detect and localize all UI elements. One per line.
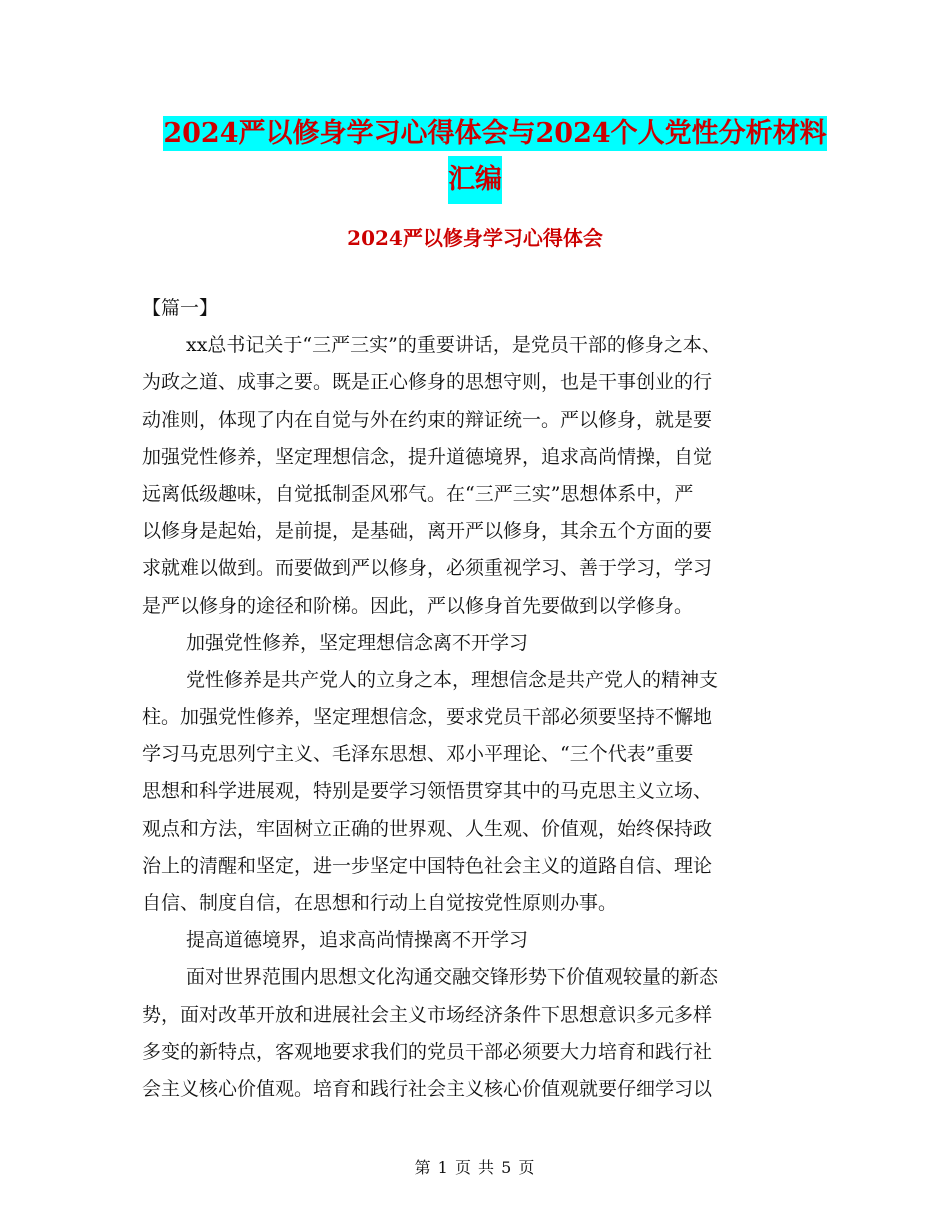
paragraph-line: 【篇一】 — [142, 297, 219, 319]
paragraph-line: 求就难以做到。而要做到严以修身，必须重视学习、善于学习，学习 — [142, 557, 713, 580]
paragraph-line: 思想和科学进展观，特别是要学习领悟贯穿其中的马克思主义立场、 — [142, 780, 713, 803]
paragraph-line: 观点和方法，牢固树立正确的世界观、人生观、价值观，始终保持政 — [142, 817, 713, 840]
paragraph-line: 柱。加强党性修养，坚定理想信念，要求党员干部必须要坚持不懈地 — [142, 706, 713, 729]
paragraph-line: 自信、制度自信，在思想和行动上自觉按党性原则办事。 — [142, 892, 618, 914]
paragraph-line: 提高道德境界，追求高尚情操离不开学习 — [186, 929, 529, 952]
document-title — [0, 112, 950, 204]
paragraph-line: 面对世界范围内思想文化沟通交融交锋形势下价值观较量的新态 — [186, 966, 719, 989]
document-title-line-1: 2024严以修身学习心得体会与2024个人党性分析材料 — [163, 118, 827, 149]
paragraph-line: xx总书记关于“三严三实”的重要讲话，是党员干部的修身之本、 — [186, 334, 721, 357]
paragraph-line: 是严以修身的途径和阶梯。因此，严以修身首先要做到以学修身。 — [142, 594, 694, 617]
paragraph-line: 为政之道、成事之要。既是正心修身的思想守则，也是干事创业的行 — [142, 371, 713, 394]
paragraph-line: 势，面对改革开放和进展社会主义市场经济条件下思想意识多元多样 — [142, 1003, 713, 1026]
document-body — [142, 290, 812, 1108]
paragraph-line: 会主义核心价值观。培育和践行社会主义核心价值观就要仔细学习以 — [142, 1077, 713, 1100]
paragraph-line: 加强党性修养，坚定理想信念离不开学习 — [186, 631, 529, 654]
paragraph-line: 远离低级趣味，自觉抵制歪风邪气。在“三严三实”思想体系中，严 — [142, 482, 694, 505]
page-footer: 第 1 页 共 5 页 — [414, 1158, 536, 1177]
paragraph-line: 治上的清醒和坚定，进一步坚定中国特色社会主义的道路自信、理论 — [142, 854, 713, 877]
section-title: 2024严以修身学习心得体会 — [347, 226, 603, 250]
paragraph-line: 以修身是起始，是前提，是基础，离开严以修身，其余五个方面的要 — [142, 520, 713, 543]
paragraph-line: 动准则，体现了内在自觉与外在约束的辩证统一。严以修身，就是要 — [142, 408, 713, 431]
paragraph-line: 党性修养是共产党人的立身之本，理想信念是共产党人的精神支 — [186, 668, 719, 691]
paragraph-line: 多变的新特点，客观地要求我们的党员干部必须要大力培育和践行社 — [142, 1040, 713, 1063]
document-title-line-2: 汇编 — [448, 156, 502, 204]
paragraph-line: 加强党性修养，坚定理想信念，提升道德境界，追求高尚情操，自觉 — [142, 445, 713, 468]
paragraph-line: 学习马克思列宁主义、毛泽东思想、邓小平理论、“三个代表”重要 — [142, 743, 694, 766]
